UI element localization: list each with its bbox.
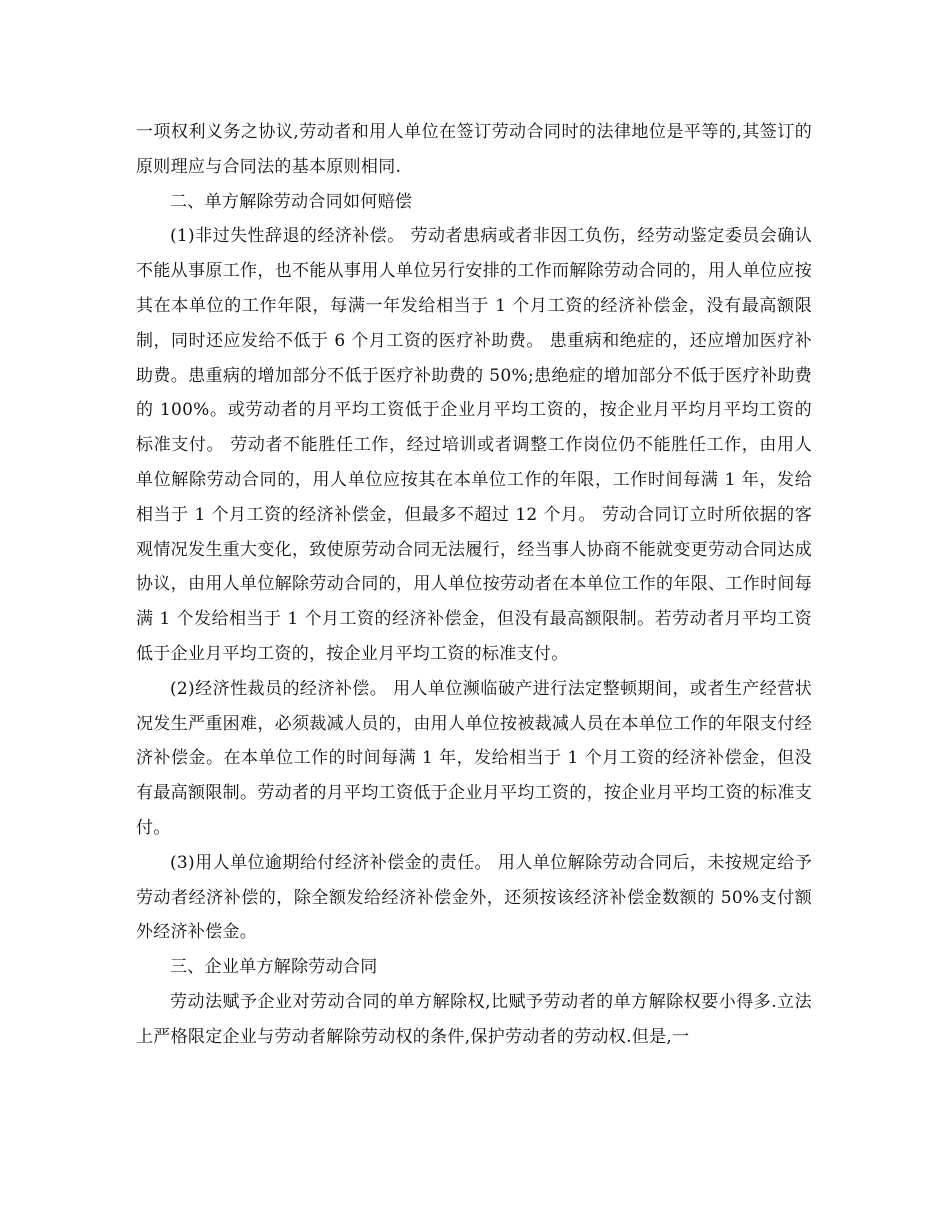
document-body	[136, 115, 812, 1055]
paragraph-unilateral-termination: 劳动法赋予企业对劳动合同的单方解除权,比赋予劳动者的单方解除权要小得多.立法上严格限定企业与劳动者解除劳动权的条件,保护劳动者的劳动权.但是,一	[136, 991, 812, 1047]
paragraph-non-fault-dismissal: (1)非过失性辞退的经济补偿。 劳动者患病或者非因工负伤，经劳动鉴定委员会确认不能从事原工作，也不能从事用人单位另行安排的工作而解除劳动合同的，用人单位应按其在本单位的工作年限，每满一年发给相当于 1 个月工资的经济补偿金，没有最高额限制，同时还应发给不低于 6 个月工资的医疗补助费。 患重病和绝症的，还应增加医疗补助费。患重病的增加部分不低于医疗补助费的 50%;患绝症的增加部分不低于医疗补助费的 100%。或劳动者的月平均工资低于企业月平均工资的，按企业月平均月平均工资的标准支付。 劳动者不能胜任工作，经过培训或者调整工作岗位仍不能胜任工作，由用人单位解除劳动合同的，用人单位应按其在本单位工作的年限，工作时间每满 1 年，发给相当于 1 个月工资的经济补偿金，但最多不超过 12 个月。 劳动合同订立时所依据的客观情况发生重大变化，致使原劳动合同无法履行，经当事人协商不能就变更劳动合同达成协议，由用人单位解除劳动合同的，用人单位按劳动者在本单位工作的年限、工作时间每满 1 个发给相当于 1 个月工资的经济补偿金，但没有最高额限制。若劳动者月平均工资低于企业月平均工资的，按企业月平均工资的标准支付。	[136, 226, 812, 664]
paragraph-late-payment: (3)用人单位逾期给付经济补偿金的责任。 用人单位解除劳动合同后，未按规定给予劳动者经济补偿的，除全额发给经济补偿金外，还须按该经济补偿金数额的 50%支付额外经济补偿金。	[136, 852, 812, 943]
paragraph-intro: 一项权利义务之协议,劳动者和用人单位在签订劳动合同时的法律地位是平等的,其签订的原则理应与合同法的基本原则相同.	[136, 122, 812, 177]
section-heading-3: 三、企业单方解除劳动合同	[170, 957, 378, 978]
section-heading-2: 二、单方解除劳动合同如何赔偿	[170, 191, 413, 212]
paragraph-economic-layoff: (2)经济性裁员的经济补偿。 用人单位濒临破产进行法定整顿期间，或者生产经营状况发生严重困难，必须裁减人员的，由用人单位按被裁减人员在本单位工作的年限支付经济补偿金。在本单位工作的时间每满 1 年，发给相当于 1 个月工资的经济补偿金，但没有最高额限制。劳动者的月平均工资低于企业月平均工资的，按企业月平均工资的标准支付。	[136, 678, 812, 838]
